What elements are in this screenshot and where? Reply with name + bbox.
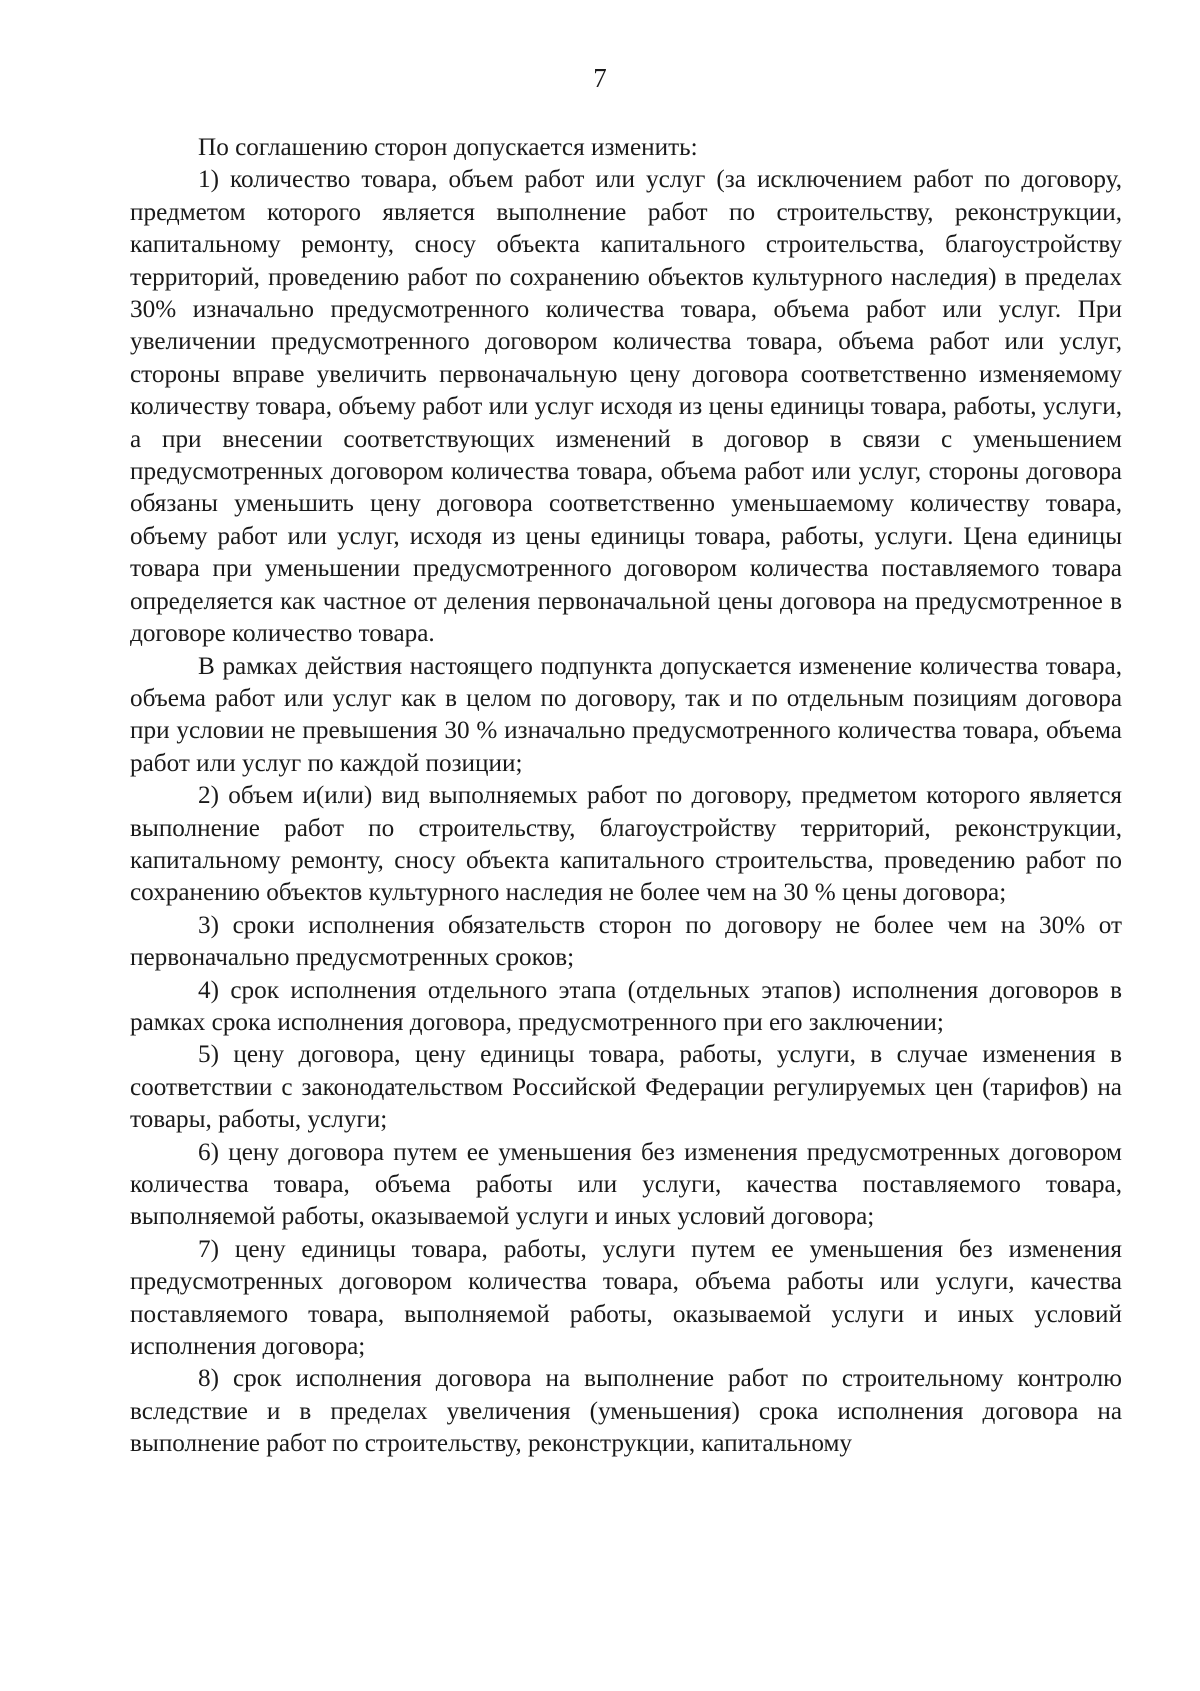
paragraph-item-5: 5) цену договора, цену единицы товара, работы, услуги, в случае изменения в соответствии с законодательством Российской Федерации регулируемых цен (тарифов) на товары, работы, услуги; [130,1041,1122,1134]
paragraph-item-8: 8) срок исполнения договора на выполнение работ по строительному контролю вследствие и в пределах увеличения (уменьшения) срока исполнения договора на выполнение работ по строительству, реконструкции, капитальному [130,1365,1122,1458]
paragraph-item-6: 6) цену договора путем ее уменьшения без изменения предусмотренных договором количества товара, объема работы или услуги, качества поставляемого товара, выполняемой работы, оказываемой услуги и иных условий договора; [130,1138,1122,1231]
paragraph-item-3: 3) сроки исполнения обязательств сторон по договору не более чем на 30% от первоначально предусмотренных сроков; [130,911,1122,972]
paragraph-intro: По соглашению сторон допускается изменить: [198,134,698,161]
paragraph-item-2: 2) объем и(или) вид выполняемых работ по договору, предметом которого является выполнение работ по строительству, благоустройству территорий, реконструкции, капитальному ремонту, сносу объекта капитального строительства, проведению работ по сохранению объектов культурного наследия не более чем на 30 % цены договора; [130,782,1122,907]
page-number: 7 [593,63,607,93]
paragraph-item-4: 4) срок исполнения отдельного этапа (отдельных этапов) исполнения договоров в рамках срока исполнения договора, предусмотренного при его заключении; [130,976,1122,1036]
document-body [130,132,1122,1461]
paragraph-item-1-continuation: В рамках действия настоящего подпункта допускается изменение количества товара, объема работ или услуг как в целом по договору, так и по отдельным позициям договора при условии не превышения 30 % изначально предусмотренного количества товара, объема работ или услуг по каждой позиции; [130,652,1122,777]
paragraph-item-7: 7) цену единицы товара, работы, услуги путем ее уменьшения без изменения предусмотренных договором количества товара, объема работы или услуги, качества поставляемого товара, выполняемой работы, оказываемой услуги и иных условий исполнения договора; [130,1235,1122,1361]
paragraph-item-1: 1) количество товара, объем работ или услуг (за исключением работ по договору, предметом которого является выполнение работ по строительству, реконструкции, капитальному ремонту, сносу объекта капитального строительства, благоустройству территорий, проведению работ по сохранению объектов культурного наследия) в пределах 30% изначально предусмотренного количества товара, объема работ или услуг. При увеличении предусмотренного договором количества товара, объема работ или услуг, стороны вправе увеличить первоначальную цену договора соответственно изменяемому количеству товара, объему работ или услуг исходя из цены единицы товара, работы, услуги, а при внесении соответствующих изменений в договор в связи с уменьшением предусмотренных договором количества товара, объема работ или услуг, стороны договора обязаны уменьшить цену договора соответственно уменьшаемому количеству товара, объему работ или услуг, исходя из цены единицы товара, работы, услуги. Цена единицы товара при уменьшении предусмотренного договором количества поставляемого товара определяется как частное от деления первоначальной цены договора на предусмотренное в договоре количество товара. [130,166,1122,648]
